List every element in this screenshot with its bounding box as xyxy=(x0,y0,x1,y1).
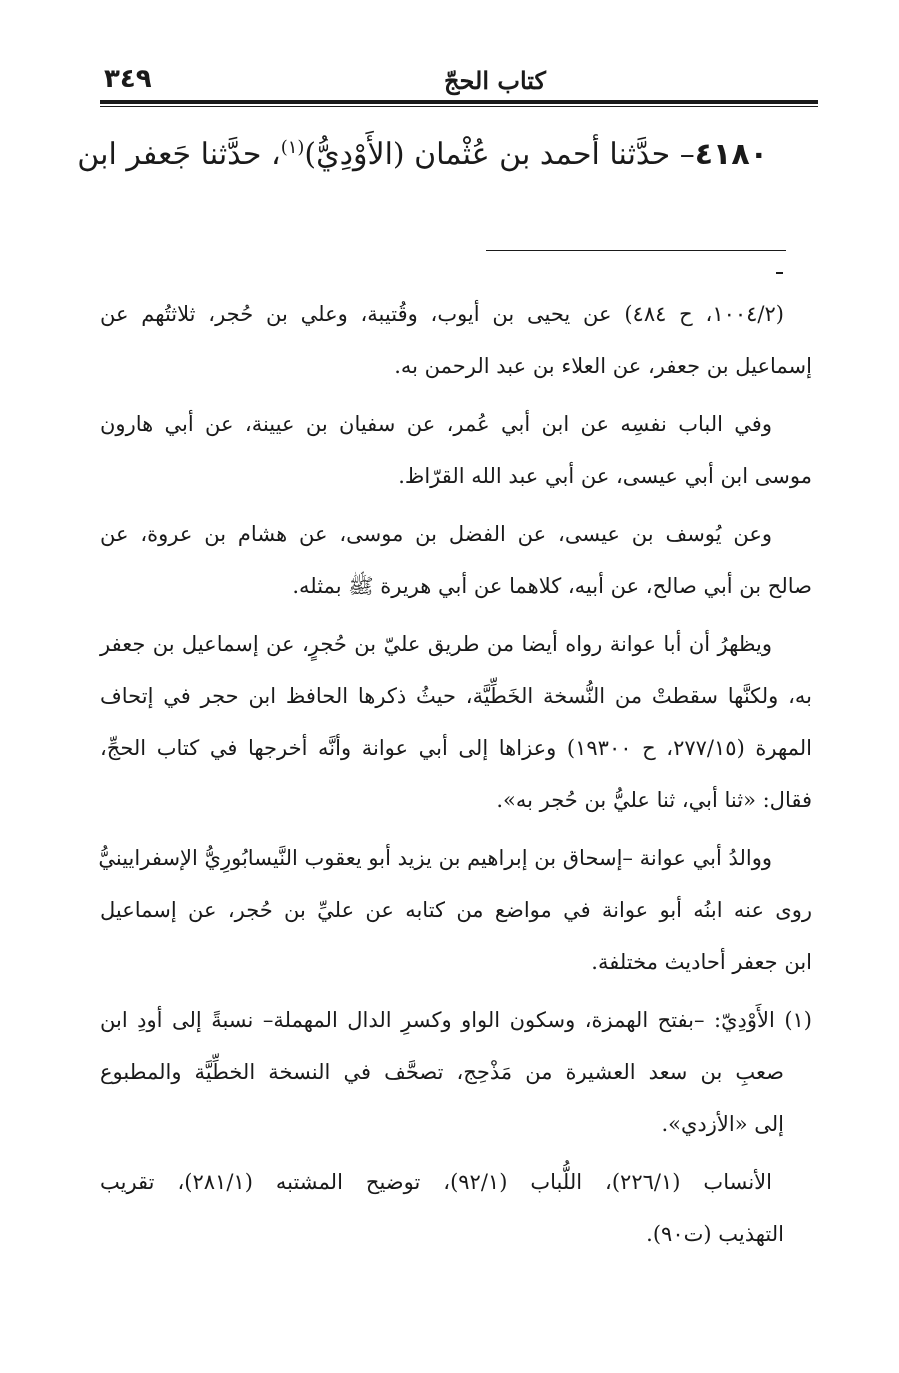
footnote-line: (١) الأَوْدِيّ: –بفتح الهمزة، وسكون الواو وكسرِ الدال المهملة– نسبةً إلى أودِ ابن xyxy=(100,1008,812,1032)
footnote-line: فقال: «ثنا أبي، ثنا عليُّ بن حُجر به». xyxy=(496,788,812,812)
footnote-line: الأنساب (٢٢٦/١)، اللُّباب (٩٢/١)، توضيح المشتبه (٢٨١/١)، تقريب xyxy=(100,1170,772,1194)
footnote-line: (١٠٠٤/٢، ح ٤٨٤) عن يحيى بن أيوب، وقُتيبة، وعلي بن حُجر، ثلاثتُهم عن xyxy=(100,302,784,326)
footnote-line: إلى «الأزدي». xyxy=(661,1112,784,1136)
footnote-line: التهذيب (ت٩٠). xyxy=(646,1222,784,1246)
footnotes xyxy=(100,288,812,1260)
footnote-line: به، ولكنَّها سقطتْ من النُّسخة الخَطِّيَّة، حيثُ ذكرها الحافظ ابن حجر في إتحاف xyxy=(100,684,812,708)
hadith-text xyxy=(77,128,768,175)
hadith-text-before-marker: – حدَّثنا أحمد بن عُثْمان (الأَوْدِيُّ) xyxy=(304,137,695,172)
header-rule-thin xyxy=(100,106,818,107)
footnote-line: صالح بن أبي صالح، عن أبيه، كلاهما عن أبي هريرة ﷺ بمثله. xyxy=(292,574,812,598)
footnote-dash xyxy=(776,272,783,274)
hadith-number: ٤١٨٠ xyxy=(694,137,768,172)
footnote-line: ووالدُ أبي عوانة –إسحاق بن إبراهيم بن يزيد أبو يعقوب النَّيسابُورِيُّ الإسفرايينيُّ xyxy=(98,846,772,870)
footnote-separator xyxy=(486,250,786,251)
hadith-text-after-marker: ، حدَّثنا جَعفر ابن xyxy=(77,137,281,172)
running-title: كتاب الحجّ xyxy=(444,66,546,95)
footnote-line: صعبِ بن سعد العشيرة من مَذْحِج، تصحَّف في النسخة الخطِّيَّة والمطبوع xyxy=(100,1060,784,1084)
footnote-marker: (١) xyxy=(280,137,305,158)
footnote-line: روى عنه ابنُه أبو عوانة في مواضع من كتابه عن عليِّ بن حُجر، عن إسماعيل xyxy=(100,898,812,922)
footnote-line: وعن يُوسف بن عيسى، عن الفضل بن موسى، عن هشام بن عروة، عن xyxy=(100,522,772,546)
page-header xyxy=(100,64,818,100)
footnote-line: موسى ابن أبي عيسى، عن أبي عبد الله القرّاظ. xyxy=(398,464,812,488)
page-number: ٣٤٩ xyxy=(104,64,152,94)
header-rule-thick xyxy=(100,100,818,104)
footnote-line: المهرة (٢٧٧/١٥، ح ١٩٣٠٠) وعزاها إلى أبي عوانة وأنَّه أخرجها في كتاب الحجِّ، xyxy=(100,736,813,760)
footnote-line: ويظهرُ أن أبا عوانة رواه أيضا من طريق عليّ بن حُجرٍ، عن إسماعيل بن جعفر xyxy=(100,632,772,656)
footnote-line: ابن جعفر أحاديث مختلفة. xyxy=(591,950,812,974)
footnote-line: وفي الباب نفسِه عن ابن أبي عُمر، عن سفيان بن عيينة، عن أبي هارون xyxy=(100,412,772,436)
footnote-line: إسماعيل بن جعفر، عن العلاء بن عبد الرحمن به. xyxy=(394,354,812,378)
